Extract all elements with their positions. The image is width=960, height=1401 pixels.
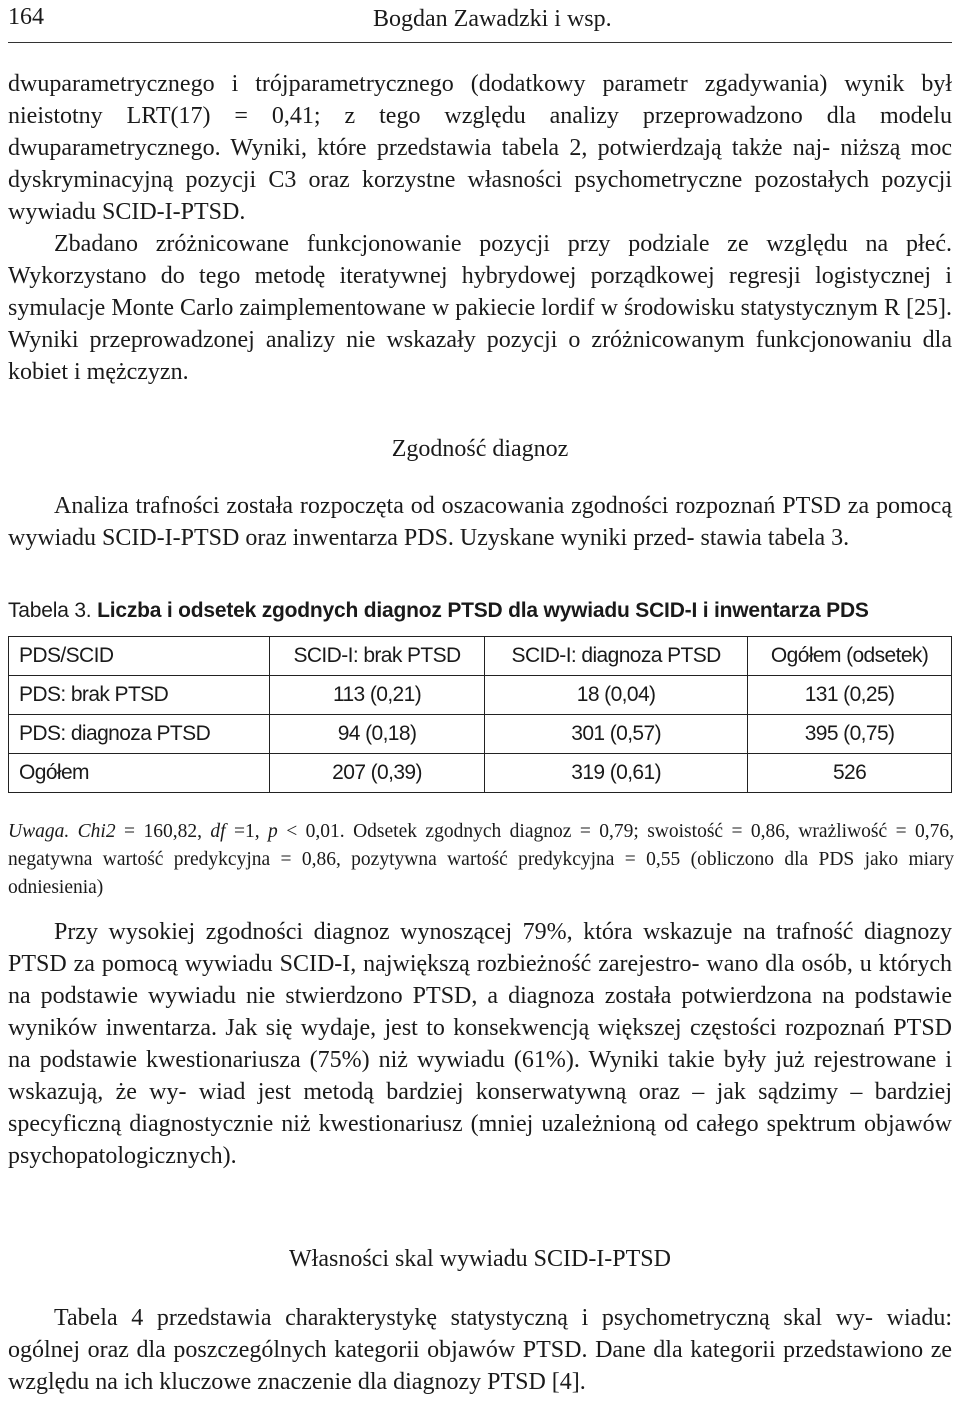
df-value: =1,	[225, 821, 269, 842]
table-note	[8, 818, 954, 902]
table-cell: 131 (0,25)	[748, 676, 952, 715]
table-cell: 526	[748, 754, 952, 793]
table-cell: 207 (0,39)	[270, 754, 485, 793]
chi-value: = 160,82,	[115, 821, 211, 842]
column-header: SCID-I: brak PTSD	[270, 637, 485, 676]
table-cell: 301 (0,57)	[485, 715, 748, 754]
table-label: Tabela 3.	[8, 599, 92, 622]
table-cell: 113 (0,21)	[270, 676, 485, 715]
table-row	[9, 754, 952, 793]
table-cell: 94 (0,18)	[270, 715, 485, 754]
table-header-row	[9, 637, 952, 676]
note-text: Odsetek zgodnych diagnoz = 0,79; swoistość = 0,86, wrażliwość = 0,76, negatywna wartość predykcyjna = 0,86, pozytywna wartość predykcyjna = 0,55 (obliczono dla PDS jako miary odniesienia)	[8, 821, 955, 898]
paragraph-1: dwuparametrycznego i trójparametrycznego (dodatkowy parametr zgadywania) wynik był nieistotny LRT(17) = 0,41; z tego względu analizy przeprowadzono dla modelu dwuparametrycznego. Wyniki, które przedstawia tabela 2, potwierdzają także naj- niższą moc dyskryminacyjną pozycji C3 oraz korzystne własności psychometryczne pozostałych pozycji wywiadu SCID-I-PTSD.	[8, 71, 952, 225]
paragraph-3: Analiza trafności została rozpoczęta od oszacowania zgodności rozpoznań PTSD za pomocą wywiadu SCID-I-PTSD oraz inwentarza PDS. Uzyskane wyniki przed- stawia tabela 3.	[8, 493, 952, 551]
page-header	[8, 0, 952, 43]
table-caption	[8, 599, 869, 623]
df-label: df	[210, 821, 226, 842]
table-cell: PDS: diagnoza PTSD	[9, 715, 270, 754]
section-heading-wlasnosci: Własności skal wywiadu SCID-I-PTSD	[289, 1246, 671, 1272]
page-number: 164	[8, 4, 44, 30]
column-header: PDS/SCID	[9, 637, 270, 676]
p-label: p	[268, 821, 278, 842]
table-title: Liczba i odsetek zgodnych diagnoz PTSD dla wywiadu SCID-I i inwentarza PDS	[97, 599, 869, 622]
paragraph-5: Tabela 4 przedstawia charakterystykę statystyczną i psychometryczną skal wy- wiadu: ogólnej oraz dla poszczególnych kategorii objawów PTSD. Dane dla kategorii przedstawiono ze względu na ich kluczowe znaczenie dla diagnozy PTSD [4].	[8, 1305, 952, 1395]
p-value: < 0,01.	[277, 821, 345, 842]
table-row	[9, 715, 952, 754]
column-header: Ogółem (odsetek)	[748, 637, 952, 676]
paragraph-4: Przy wysokiej zgodności diagnoz wynoszącej 79%, która wskazuje na trafność diagnozy PTSD za pomocą wywiadu SCID-I, największą rozbieżność zarejestro- wano dla osób, u których na podstawie wywiadu nie stwierdzono PTSD, a diagnoza została potwierdzona na podstawie wyników inwentarza. Jak się wydaje, jest to konsekwencją większej częstości rozpoznań PTSD na podstawie kwestionariusza (75%) niż wywiadu (61%). Wyniki takie były już rejestrowane i wskazują, że wy- wiad jest metodą bardziej konserwatywną oraz – jak sądzimy – bardziej specyficzną diagnostycznie niż kwestionariusz (mniej uzależnioną od całego spektrum objawów psychopatologicznych).	[8, 919, 952, 1169]
table-cell: Ogółem	[9, 754, 270, 793]
paragraph-2: Zbadano zróżnicowane funkcjonowanie pozycji przy podziale ze względu na płeć. Wykorzystano do tego metodę iteratywnej hybrydowej porządkowej regresji logistycznej i symulacje Monte Carlo zaimplementowane w pakiecie lordif w środowisku statystycznym R [25]. Wyniki przeprowadzonej analizy nie wskazały pozycji o zróżnicowanym funkcjonowaniu dla kobiet i mężczyzn.	[8, 231, 952, 385]
column-header: SCID-I: diagnoza PTSD	[485, 637, 748, 676]
table-cell: 395 (0,75)	[748, 715, 952, 754]
section-heading-zgodnosc: Zgodność diagnoz	[391, 436, 569, 462]
table-row	[9, 676, 952, 715]
table-cell: 319 (0,61)	[485, 754, 748, 793]
table-cell: PDS: brak PTSD	[9, 676, 270, 715]
table-3	[8, 636, 952, 793]
note-label: Uwaga.	[8, 821, 70, 842]
chi-label: Chi2	[77, 821, 116, 842]
running-head: Bogdan Zawadzki i wsp.	[373, 6, 612, 32]
table-cell: 18 (0,04)	[485, 676, 748, 715]
